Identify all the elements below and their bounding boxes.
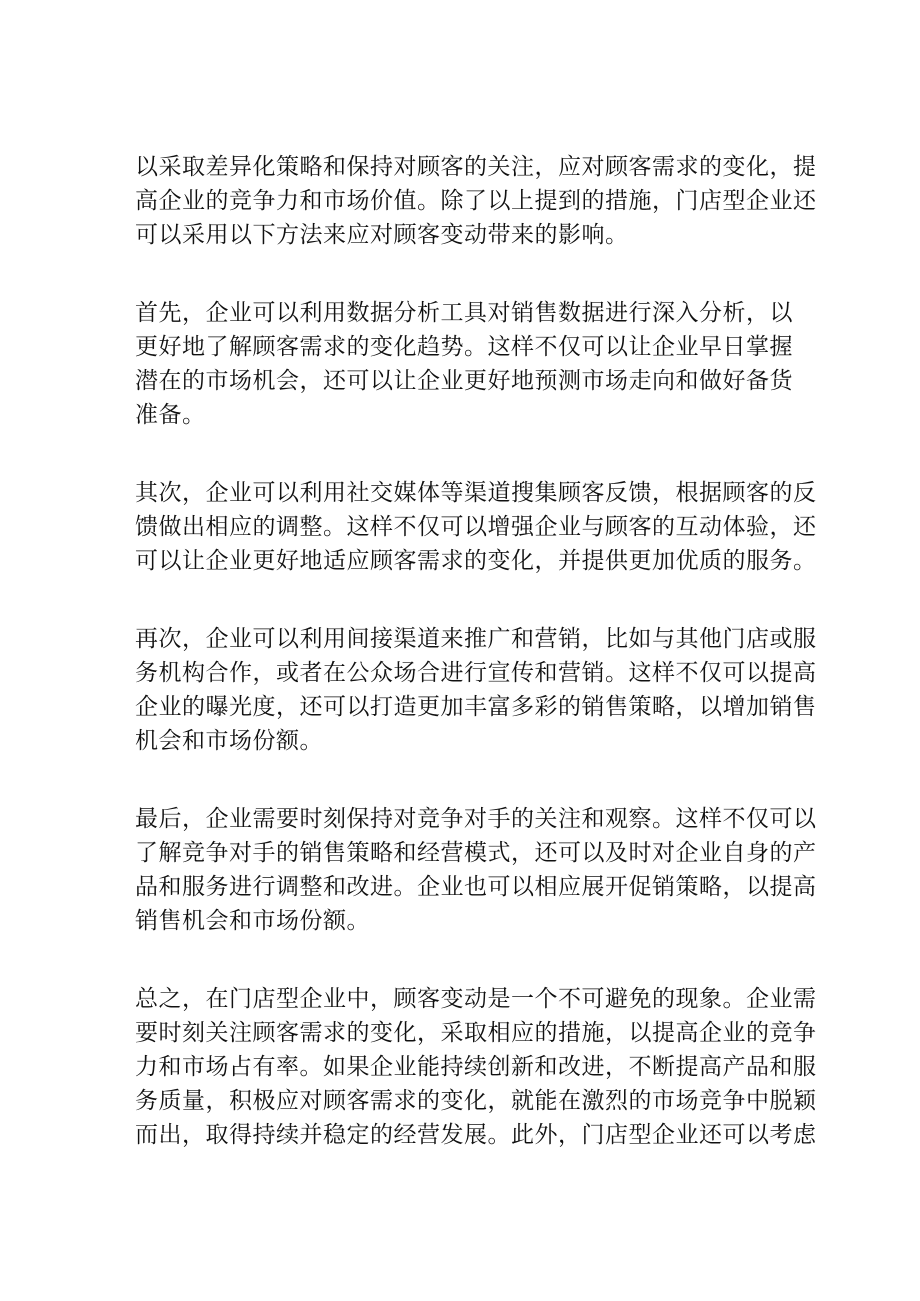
text-line: 销售机会和市场份额。 [135, 908, 370, 934]
paragraph-4 [135, 622, 817, 758]
text-line: 其次，企业可以利用社交媒体等渠道搜集顾客反馈，根据顾客的反 [135, 480, 817, 506]
text-line: 务机构合作，或者在公众场合进行宣传和营销。这样不仅可以提高 [135, 660, 817, 686]
text-line: 潜在的市场机会，还可以让企业更好地预测市场走向和做好备货 [135, 368, 793, 394]
text-line: 馈做出相应的调整。这样不仅可以增强企业与顾客的互动体验，还 [135, 514, 817, 540]
paragraph-5 [135, 802, 817, 938]
text-line: 要时刻关注顾客需求的变化，采取相应的措施，以提高企业的竞争 [135, 1020, 817, 1046]
paragraph-1 [135, 150, 817, 252]
text-line: 最后，企业需要时刻保持对竞争对手的关注和观察。这样不仅可以 [135, 806, 817, 832]
text-line: 更好地了解顾客需求的变化趋势。这样不仅可以让企业早日掌握 [135, 334, 793, 360]
text-line: 可以让企业更好地适应顾客需求的变化，并提供更加优质的服务。 [135, 548, 817, 574]
paragraph-3 [135, 476, 817, 578]
text-line: 再次，企业可以利用间接渠道来推广和营销，比如与其他门店或服 [135, 626, 817, 652]
text-line: 了解竞争对手的销售策略和经营模式，还可以及时对企业自身的产 [135, 840, 817, 866]
text-line: 企业的曝光度，还可以打造更加丰富多彩的销售策略，以增加销售 [135, 694, 817, 720]
text-line: 可以采用以下方法来应对顾客变动带来的影响。 [135, 222, 629, 248]
text-line: 而出，取得持续并稳定的经营发展。此外，门店型企业还可以考虑 [135, 1122, 817, 1148]
paragraph-2 [135, 296, 795, 432]
text-line: 高企业的竞争力和市场价值。除了以上提到的措施，门店型企业还 [135, 188, 817, 214]
text-line: 以采取差异化策略和保持对顾客的关注，应对顾客需求的变化，提 [135, 154, 817, 180]
text-line: 机会和市场份额。 [135, 728, 323, 754]
text-line: 首先，企业可以利用数据分析工具对销售数据进行深入分析，以 [135, 300, 793, 326]
text-line: 务质量，积极应对顾客需求的变化，就能在激烈的市场竞争中脱颖 [135, 1088, 817, 1114]
document-body [135, 150, 817, 1196]
text-line: 总之，在门店型企业中，顾客变动是一个不可避免的现象。企业需 [135, 986, 817, 1012]
text-line: 品和服务进行调整和改进。企业也可以相应展开促销策略，以提高 [135, 874, 817, 900]
text-line: 准备。 [135, 402, 206, 428]
text-line: 力和市场占有率。如果企业能持续创新和改进，不断提高产品和服 [135, 1054, 817, 1080]
paragraph-6 [135, 982, 817, 1152]
